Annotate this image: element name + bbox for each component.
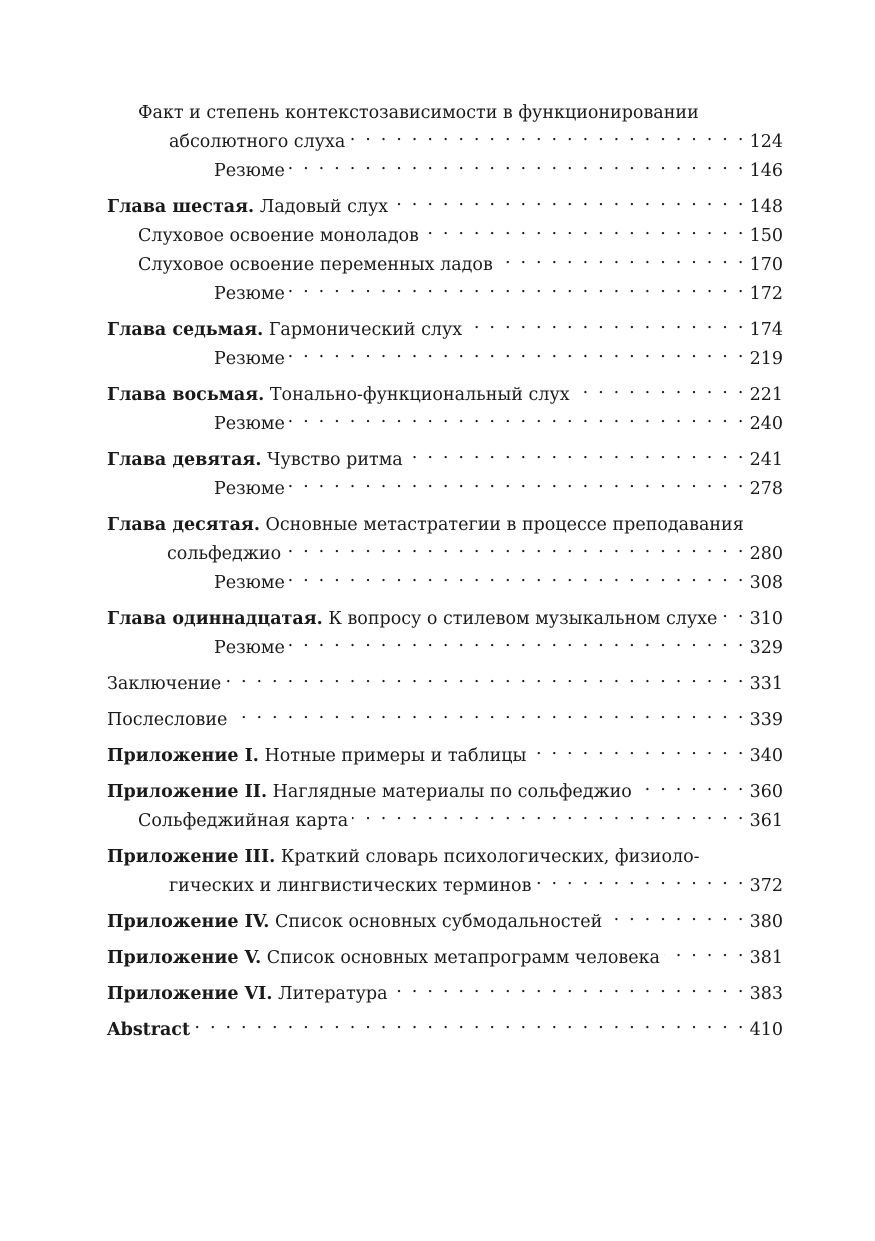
toc-entry-appendix-3	[107, 843, 783, 901]
leader-dots	[466, 318, 745, 336]
page-number: 219	[749, 349, 783, 369]
appendix-label: Приложение III.	[107, 847, 276, 867]
leader-dots	[231, 708, 745, 726]
toc-entry-title: Слуховое освоение моноладов	[138, 226, 419, 246]
leader-dots	[225, 672, 745, 690]
toc-entry-title: Резюме	[214, 414, 285, 434]
toc-entry-title: Резюме	[214, 161, 285, 181]
chapter-label: Глава одиннадцатая.	[107, 609, 323, 629]
toc-entry-resume	[107, 410, 783, 439]
leader-dots	[352, 809, 745, 827]
leader-dots	[530, 744, 745, 762]
leader-dots	[392, 982, 746, 1000]
page-number: 380	[749, 912, 783, 932]
toc-entry-title-line1: Факт и степень контекстозависимости в функционировании	[138, 103, 699, 123]
leader-dots	[535, 874, 745, 892]
page-number: 372	[749, 876, 783, 896]
leader-dots	[289, 477, 746, 495]
toc-entry-resume	[107, 157, 783, 186]
toc-entry-title: Слуховое освоение переменных ладов	[138, 255, 493, 275]
toc-entry-resume	[107, 634, 783, 663]
toc-entry-title: Наглядные материалы по сольфеджио	[272, 782, 632, 802]
toc-entry-resume	[107, 569, 783, 598]
toc-entry-title: Заключение	[107, 674, 222, 694]
page-number: 150	[749, 226, 783, 246]
toc-entry-afterword	[107, 706, 783, 735]
appendix-label: Приложение VI.	[107, 984, 273, 1004]
leader-dots	[606, 910, 745, 928]
page-number: 329	[749, 638, 783, 658]
table-of-contents	[107, 99, 783, 1045]
page-number: 146	[749, 161, 783, 181]
leader-dots	[636, 780, 746, 798]
leader-dots	[289, 347, 746, 365]
toc-entry-title: Резюме	[214, 638, 285, 658]
toc-entry-title: Сольфеджийная карта	[138, 811, 349, 831]
chapter-label: Глава шестая.	[107, 197, 255, 217]
page-number: 360	[749, 782, 783, 802]
page-number: 310	[749, 609, 783, 629]
leader-dots	[392, 195, 745, 213]
leader-dots	[497, 253, 746, 271]
leader-dots	[289, 571, 746, 589]
toc-entry-title: Резюме	[214, 284, 285, 304]
toc-entry-title: Литература	[278, 984, 388, 1004]
leader-dots	[423, 224, 746, 242]
toc-entry-appendix-1	[107, 742, 783, 771]
page-number: 148	[749, 197, 783, 217]
toc-entry-title-line2: гических и лингвистических терминов	[169, 876, 532, 896]
toc-entry-title: Гармонический слух	[268, 320, 463, 340]
page-number: 361	[749, 811, 783, 831]
page-number: 280	[749, 544, 783, 564]
leader-dots	[194, 1018, 746, 1036]
toc-entry-title: Послесловие	[107, 710, 228, 730]
leader-dots	[721, 607, 745, 625]
toc-entry-title: Тонально-функциональный слух	[269, 385, 570, 405]
toc-entry-appendix-2	[107, 778, 783, 807]
toc-entry-title-line2: абсолютного слуха	[169, 132, 346, 152]
toc-entry-chapter-10	[107, 511, 783, 569]
page-number: 410	[749, 1020, 783, 1040]
chapter-label: Глава седьмая.	[107, 320, 264, 340]
toc-entry-title-line1: Краткий словарь психологических, физиоло-	[280, 847, 700, 867]
toc-entry-title-line2: сольфеджио	[167, 544, 282, 564]
page-number: 241	[749, 450, 783, 470]
toc-entry-appendix-4	[107, 908, 783, 937]
abstract-label: Abstract	[107, 1020, 191, 1040]
toc-entry-conclusion	[107, 670, 783, 699]
toc-entry-fact	[107, 99, 783, 157]
chapter-label: Глава десятая.	[107, 515, 260, 535]
toc-entry-chapter-8	[107, 381, 783, 410]
leader-dots	[285, 542, 745, 560]
toc-entry-title: Ладовый слух	[259, 197, 389, 217]
toc-entry-title-line1: Основные метастратегии в процессе преподавания	[265, 515, 744, 535]
toc-entry-appendix-5	[107, 944, 783, 973]
toc-entry-section	[107, 807, 783, 836]
leader-dots	[289, 636, 746, 654]
page-number: 221	[749, 385, 783, 405]
leader-dots	[574, 383, 746, 401]
toc-entry-chapter-11	[107, 605, 783, 634]
toc-entry-chapter-6	[107, 193, 783, 222]
leader-dots	[289, 159, 746, 177]
appendix-label: Приложение V.	[107, 948, 262, 968]
leader-dots	[664, 946, 746, 964]
leader-dots	[289, 282, 746, 300]
toc-entry-chapter-9	[107, 446, 783, 475]
page-number: 308	[749, 573, 783, 593]
appendix-label: Приложение II.	[107, 782, 268, 802]
toc-entry-section	[107, 222, 783, 251]
page-number: 170	[749, 255, 783, 275]
chapter-label: Глава девятая.	[107, 450, 262, 470]
toc-entry-title: Резюме	[214, 573, 285, 593]
page-number: 172	[749, 284, 783, 304]
toc-entry-title: Резюме	[214, 349, 285, 369]
toc-entry-title: Список основных метапрограмм человека	[266, 948, 660, 968]
page-number: 381	[749, 948, 783, 968]
toc-entry-title: Нотные примеры и таблицы	[264, 746, 527, 766]
leader-dots	[289, 412, 746, 430]
toc-entry-abstract	[107, 1016, 783, 1045]
toc-entry-title: К вопросу о стилевом музыкальном слухе	[328, 609, 718, 629]
toc-entry-title: Резюме	[214, 479, 285, 499]
appendix-label: Приложение I.	[107, 746, 259, 766]
page-number: 331	[749, 674, 783, 694]
page-number: 339	[749, 710, 783, 730]
page-number: 383	[749, 984, 783, 1004]
toc-entry-chapter-7	[107, 316, 783, 345]
leader-dots	[349, 130, 745, 148]
page-number: 340	[749, 746, 783, 766]
page-number: 240	[749, 414, 783, 434]
appendix-label: Приложение IV.	[107, 912, 270, 932]
toc-entry-section	[107, 251, 783, 280]
chapter-label: Глава восьмая.	[107, 385, 265, 405]
toc-entry-resume	[107, 280, 783, 309]
toc-entry-appendix-6	[107, 980, 783, 1009]
toc-entry-resume	[107, 475, 783, 504]
toc-entry-resume	[107, 345, 783, 374]
page-number: 124	[749, 132, 783, 152]
page-number: 174	[749, 320, 783, 340]
toc-entry-title: Чувство ритма	[267, 450, 403, 470]
page-number: 278	[749, 479, 783, 499]
toc-entry-title: Список основных субмодальностей	[274, 912, 603, 932]
leader-dots	[407, 448, 746, 466]
